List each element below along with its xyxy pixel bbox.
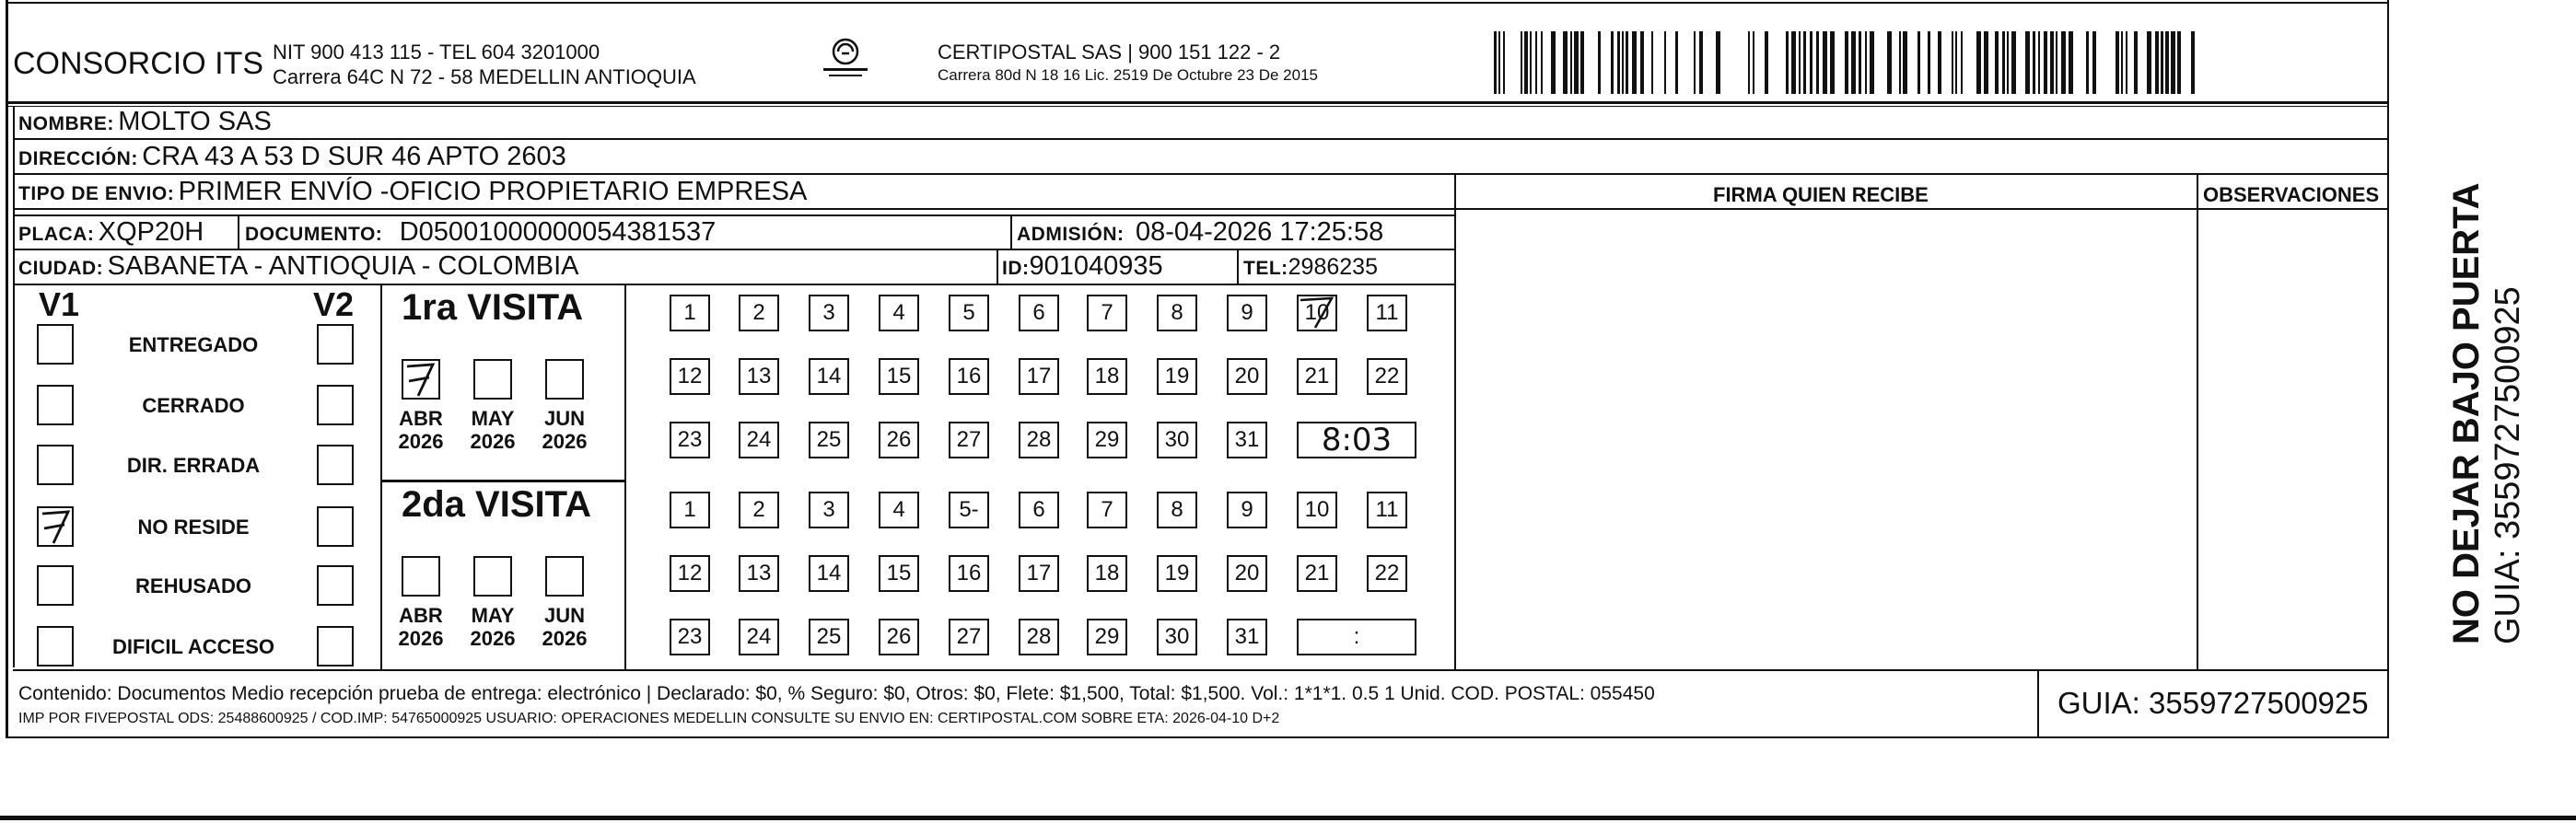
month-label <box>390 604 451 650</box>
day-cell[interactable]: 9 <box>1227 295 1267 331</box>
day-cell[interactable]: 25 <box>809 422 849 458</box>
barcode-bar <box>1961 31 1963 94</box>
id-value: 901040935 <box>1029 251 1163 281</box>
barcode-bar <box>2161 31 2163 94</box>
barcode-bar <box>1765 31 1768 94</box>
barcode-bar <box>2171 31 2175 94</box>
right-border <box>2387 0 2389 736</box>
day-cell[interactable]: 7 <box>1087 295 1127 331</box>
v2-checkbox-1[interactable] <box>317 385 354 425</box>
rule <box>13 669 2389 671</box>
barcode-bar <box>1870 31 1874 94</box>
rule <box>1454 173 1456 669</box>
day-cell[interactable]: 5- <box>949 492 989 528</box>
month-year: 2026 <box>398 430 444 453</box>
barcode-bar <box>1928 31 1930 94</box>
rule <box>1010 214 1012 249</box>
rule <box>13 173 2389 175</box>
barcode-bar <box>1611 31 1614 94</box>
barcode-bar <box>1570 31 1572 94</box>
month-checkbox-may[interactable] <box>473 359 512 400</box>
day-cell[interactable]: 21 <box>1297 358 1337 395</box>
day-cell[interactable]: 31 <box>1227 422 1267 458</box>
company-nit: NIT 900 413 115 - TEL 604 3201000 <box>273 41 600 64</box>
barcode-bar <box>1524 31 1528 94</box>
barcode-bar <box>1563 31 1568 94</box>
page-bottom-rule <box>0 816 2576 820</box>
barcode-bar <box>1899 31 1901 94</box>
day-cell[interactable]: 12 <box>670 555 710 592</box>
day-cell[interactable]: 30 <box>1157 619 1197 655</box>
day-cell[interactable]: 26 <box>879 422 919 458</box>
rule <box>380 480 624 482</box>
barcode-bar <box>2134 31 2138 94</box>
visit-time-field[interactable]: : <box>1297 619 1416 655</box>
day-cell[interactable]: 22 <box>1367 358 1407 395</box>
day-cell[interactable]: 10 <box>1297 492 1337 528</box>
barcode-bar <box>1845 31 1848 94</box>
month-checkbox-jun[interactable] <box>545 556 584 597</box>
rule <box>1237 249 1239 284</box>
status-option-label: DIR. ERRADA <box>126 454 261 477</box>
day-cell[interactable]: 30 <box>1157 422 1197 458</box>
day-cell[interactable]: 17 <box>1019 358 1059 395</box>
nombre-label: NOMBRE: <box>18 113 114 134</box>
placa-field <box>18 217 204 248</box>
day-cell[interactable]: 11 <box>1367 492 1407 528</box>
barcode-bar <box>1598 31 1601 94</box>
barcode-bar <box>1494 31 1497 94</box>
firma-header: FIRMA QUIEN RECIBE <box>1713 183 1929 206</box>
rule <box>997 249 998 284</box>
tipo-envio-field <box>18 177 807 207</box>
day-cell[interactable]: 13 <box>739 555 779 592</box>
barcode-bar <box>1640 31 1644 94</box>
barcode-bar <box>1865 31 1867 94</box>
barcode-bar <box>2033 31 2035 94</box>
barcode-bar <box>1995 31 1999 94</box>
day-cell[interactable]: 8 <box>1157 295 1197 331</box>
barcode-bar <box>1716 31 1720 94</box>
side-warning: NO DEJAR BAJO PUERTA <box>2446 182 2487 644</box>
barcode-bar <box>2002 31 2005 94</box>
day-cell[interactable]: 3 <box>809 295 849 331</box>
tel-field <box>1243 254 1378 281</box>
nombre-field <box>18 107 272 137</box>
day-cell[interactable]: 16 <box>949 358 989 395</box>
v2-checkbox-4[interactable] <box>317 565 354 606</box>
month-label <box>462 407 523 453</box>
barcode-bar <box>1622 31 1624 94</box>
barcode-bar <box>1535 31 1537 94</box>
barcode-bar <box>1541 31 1543 94</box>
barcode-bar <box>1786 31 1789 94</box>
barcode-bar <box>1617 31 1620 94</box>
month-checkbox-jun[interactable] <box>545 359 584 400</box>
v1-checkbox-5[interactable] <box>37 626 74 667</box>
day-cell[interactable]: 1 <box>670 492 710 528</box>
tipo-envio-label: TIPO DE ENVIO: <box>18 183 175 204</box>
barcode-bar <box>2086 31 2089 94</box>
status-option-label: CERRADO <box>142 394 245 417</box>
barcode <box>1492 31 2201 94</box>
barcode-bar <box>1823 31 1827 94</box>
day-mark-icon <box>1297 295 1337 331</box>
direccion-value: CRA 43 A 53 D SUR 46 APTO 2603 <box>142 142 566 171</box>
status-option-label: REHUSADO <box>135 574 251 597</box>
barcode-bar <box>1799 31 1801 94</box>
day-cell[interactable]: 20 <box>1227 555 1267 592</box>
day-cell[interactable]: 7 <box>1087 492 1127 528</box>
v1-checkbox-3[interactable] <box>37 506 74 547</box>
side-guia: GUIA: 3559727500925 <box>2489 286 2527 644</box>
day-cell[interactable]: 18 <box>1087 358 1127 395</box>
rule <box>624 284 626 669</box>
day-cell[interactable]: 31 <box>1227 619 1267 655</box>
barcode-bar <box>2177 31 2181 94</box>
carrier-name: CERTIPOSTAL SAS | 900 151 122 - 2 <box>938 41 1281 64</box>
barcode-bar <box>2038 31 2040 94</box>
barcode-bar <box>1887 31 1892 94</box>
barcode-bar <box>1903 31 1907 94</box>
day-cell[interactable]: 1 <box>670 295 710 331</box>
month-checkbox-may[interactable] <box>473 556 512 597</box>
day-cell[interactable]: 4 <box>879 295 919 331</box>
direccion-field <box>18 142 566 172</box>
company-address: Carrera 64C N 72 - 58 MEDELLIN ANTIOQUIA <box>273 65 696 88</box>
day-cell[interactable]: 20 <box>1227 358 1267 395</box>
month-label <box>390 407 451 453</box>
day-cell[interactable]: 23 <box>670 619 710 655</box>
v2-checkbox-5[interactable] <box>317 626 354 667</box>
tel-value: 2986235 <box>1288 254 1378 280</box>
v1-label: V1 <box>39 285 80 323</box>
barcode-bar <box>1651 31 1653 94</box>
barcode-bar <box>2116 31 2119 94</box>
barcode-bar <box>1632 31 1637 94</box>
month-name: JUN <box>543 407 585 430</box>
visit-title: 1ra VISITA <box>402 287 584 328</box>
direccion-label: DIRECCIÓN: <box>18 148 138 169</box>
admision-label: ADMISIÓN: <box>1017 224 1125 245</box>
day-cell[interactable]: 17 <box>1019 555 1059 592</box>
day-cell[interactable]: 27 <box>949 619 989 655</box>
day-cell[interactable]: 22 <box>1367 555 1407 592</box>
day-cell[interactable]: 4 <box>879 492 919 528</box>
barcode-bar <box>2050 31 2054 94</box>
v1-checkbox-1[interactable] <box>37 385 74 425</box>
barcode-bar <box>1952 31 1953 94</box>
barcode-bar <box>2191 31 2195 94</box>
check-mark-icon <box>37 506 74 547</box>
month-name: MAY <box>471 407 515 430</box>
barcode-bar <box>1816 31 1819 94</box>
barcode-bar <box>1748 31 1750 94</box>
ciudad-label: CIUDAD: <box>18 258 104 279</box>
visit-title: 2da VISITA <box>402 484 591 525</box>
month-year: 2026 <box>398 627 444 650</box>
v2-label: V2 <box>313 285 355 323</box>
day-cell[interactable]: 14 <box>809 555 849 592</box>
month-year: 2026 <box>542 430 588 453</box>
barcode-bar <box>2061 31 2066 94</box>
v1-checkbox-4[interactable] <box>37 565 74 606</box>
day-cell[interactable]: 18 <box>1087 555 1127 592</box>
barcode-bar <box>1530 31 1532 94</box>
barcode-bar <box>2147 31 2151 94</box>
side-panel <box>2395 129 2570 644</box>
month-name: ABR <box>399 604 443 627</box>
status-option-label: NO RESIDE <box>137 516 250 539</box>
month-year: 2026 <box>470 430 516 453</box>
day-cell[interactable]: 29 <box>1087 619 1127 655</box>
barcode-bar <box>1694 31 1696 94</box>
day-cell[interactable]: 2 <box>739 492 779 528</box>
barcode-bar <box>1551 31 1556 94</box>
top-border <box>6 2 2389 4</box>
rule <box>13 208 2389 210</box>
rule <box>13 106 15 667</box>
barcode-bar <box>1580 31 1584 94</box>
tel-label: TEL: <box>1243 258 1288 279</box>
barcode-bar <box>1699 31 1703 94</box>
barcode-bar <box>1498 31 1500 94</box>
rule <box>13 138 2389 140</box>
barcode-bar <box>2126 31 2127 94</box>
month-label <box>534 407 595 453</box>
rule <box>2197 173 2198 669</box>
status-option-label: DIFICIL ACCESO <box>111 635 274 658</box>
day-cell[interactable]: 2 <box>739 295 779 331</box>
day-cell[interactable]: 28 <box>1019 422 1059 458</box>
id-label: ID: <box>1002 258 1030 279</box>
day-cell[interactable]: 27 <box>949 422 989 458</box>
barcode-bar <box>1664 31 1666 94</box>
rule <box>6 101 2389 104</box>
company-name: CONSORCIO ITS <box>13 46 264 81</box>
day-cell[interactable]: 16 <box>949 555 989 592</box>
barcode-bar <box>2069 31 2073 94</box>
day-cell[interactable]: 26 <box>879 619 919 655</box>
tipo-envio-value: PRIMER ENVÍO -OFICIO PROPIETARIO EMPRESA <box>178 177 808 206</box>
barcode-bar <box>1626 31 1628 94</box>
admision-field <box>1017 217 1383 248</box>
barcode-bar <box>1803 31 1806 94</box>
barcode-bar <box>1851 31 1856 94</box>
barcode-bar <box>2007 31 2009 94</box>
ciudad-field <box>18 251 579 282</box>
check-mark-icon <box>402 359 438 400</box>
month-checkbox-abr[interactable] <box>402 359 440 400</box>
documento-value: D05001000000054381537 <box>399 217 717 247</box>
barcode-bar <box>2011 31 2016 94</box>
month-label <box>462 604 523 650</box>
rule <box>6 106 2389 107</box>
rule <box>13 214 1454 216</box>
barcode-bar <box>1938 31 1941 94</box>
day-cell[interactable]: 11 <box>1367 295 1407 331</box>
day-cell[interactable]: 6 <box>1019 492 1059 528</box>
barcode-bar <box>1830 31 1835 94</box>
ciudad-value: SABANETA - ANTIOQUIA - COLOMBIA <box>107 251 579 281</box>
day-cell[interactable]: 21 <box>1297 555 1337 592</box>
month-name: ABR <box>399 407 443 430</box>
v1-checkbox-0[interactable] <box>37 324 74 365</box>
barcode-bar <box>1955 31 1957 94</box>
barcode-bar <box>1859 31 1861 94</box>
day-cell[interactable]: 15 <box>879 555 919 592</box>
rule <box>6 736 2389 738</box>
barcode-bar <box>2165 31 2169 94</box>
day-cell[interactable]: 19 <box>1157 358 1197 395</box>
carrier-address: Carrera 80d N 18 16 Lic. 2519 De Octubre 23 De 2015 <box>938 66 1318 84</box>
rule <box>238 214 239 249</box>
barcode-bar <box>1521 31 1522 94</box>
day-cell[interactable]: 15 <box>879 358 919 395</box>
day-cell[interactable]: 24 <box>739 619 779 655</box>
documento-label: DOCUMENTO: <box>245 224 383 245</box>
rule <box>13 284 1454 285</box>
barcode-bar <box>1503 31 1505 94</box>
day-cell[interactable]: 19 <box>1157 555 1197 592</box>
v2-checkbox-0[interactable] <box>317 324 354 365</box>
day-cell[interactable]: 23 <box>670 422 710 458</box>
day-cell[interactable]: 8 <box>1157 492 1197 528</box>
barcode-bar <box>2155 31 2159 94</box>
placa-value: XQP20H <box>98 217 204 247</box>
month-name: JUN <box>543 604 585 627</box>
v1-checkbox-2[interactable] <box>37 445 74 485</box>
barcode-bar <box>1574 31 1579 94</box>
month-label <box>534 604 595 650</box>
footer-guia: GUIA: 3559727500925 <box>2057 686 2369 720</box>
day-cell[interactable]: 25 <box>809 619 849 655</box>
visit-time-field[interactable]: 8:03 <box>1297 422 1416 458</box>
day-cell[interactable]: 5 <box>949 295 989 331</box>
day-cell[interactable]: 14 <box>809 358 849 395</box>
documento-field <box>245 217 716 248</box>
barcode-bar <box>1810 31 1813 94</box>
v2-checkbox-3[interactable] <box>317 506 354 547</box>
rule <box>2037 669 2039 736</box>
barcode-bar <box>1753 31 1754 94</box>
barcode-bar <box>2121 31 2123 94</box>
day-cell[interactable]: 29 <box>1087 422 1127 458</box>
barcode-bar <box>1917 31 1920 94</box>
footer-print-info: IMP POR FIVEPOSTAL ODS: 25488600925 / COD.IMP: 54765000925 USUARIO: OPERACIONES MEDELLIN CONSULTE SU ENVIO EN: CERTIPOSTAL.COM SOBRE ETA: 2026-04-10 D+2 <box>18 711 1280 726</box>
placa-label: PLACA: <box>18 224 95 245</box>
barcode-bar <box>2056 31 2057 94</box>
status-option-label: ENTREGADO <box>128 333 259 356</box>
day-cell[interactable]: 3 <box>809 492 849 528</box>
barcode-bar <box>1791 31 1796 94</box>
observaciones-header: OBSERVACIONES <box>2203 183 2380 206</box>
month-name: MAY <box>471 604 515 627</box>
barcode-bar <box>2092 31 2096 94</box>
barcode-bar <box>2025 31 2030 94</box>
admision-value: 08-04-2026 17:25:58 <box>1135 217 1384 247</box>
day-cell[interactable]: 6 <box>1019 295 1059 331</box>
rule <box>380 284 382 669</box>
month-checkbox-abr[interactable] <box>402 556 440 597</box>
left-border <box>6 0 8 736</box>
barcode-bar <box>1675 31 1678 94</box>
barcode-bar <box>1976 31 1981 94</box>
day-cell[interactable]: 24 <box>739 422 779 458</box>
footer-contents: Contenido: Documentos Medio recepción prueba de entrega: electrónico | Declarado: $0, % Seguro: $0, Otros: $0, Flete: $1,500, Total: $1,500. Vol.: 1*1*1. 0.5 1 Unid. COD. POSTAL: 055450 <box>18 683 1655 704</box>
month-year: 2026 <box>542 627 588 650</box>
carrier-logo-icon <box>818 37 873 81</box>
day-cell[interactable]: 13 <box>739 358 779 395</box>
day-cell[interactable]: 9 <box>1227 492 1267 528</box>
day-cell[interactable]: 12 <box>670 358 710 395</box>
day-cell[interactable]: 28 <box>1019 619 1059 655</box>
barcode-bar <box>2044 31 2047 94</box>
carrier-logo <box>818 37 873 86</box>
month-year: 2026 <box>470 627 516 650</box>
id-field <box>1002 251 1163 282</box>
day-cell[interactable]: 10 <box>1297 295 1337 331</box>
barcode-bar <box>1984 31 1988 94</box>
nombre-value: MOLTO SAS <box>118 107 272 136</box>
v2-checkbox-2[interactable] <box>317 445 354 485</box>
